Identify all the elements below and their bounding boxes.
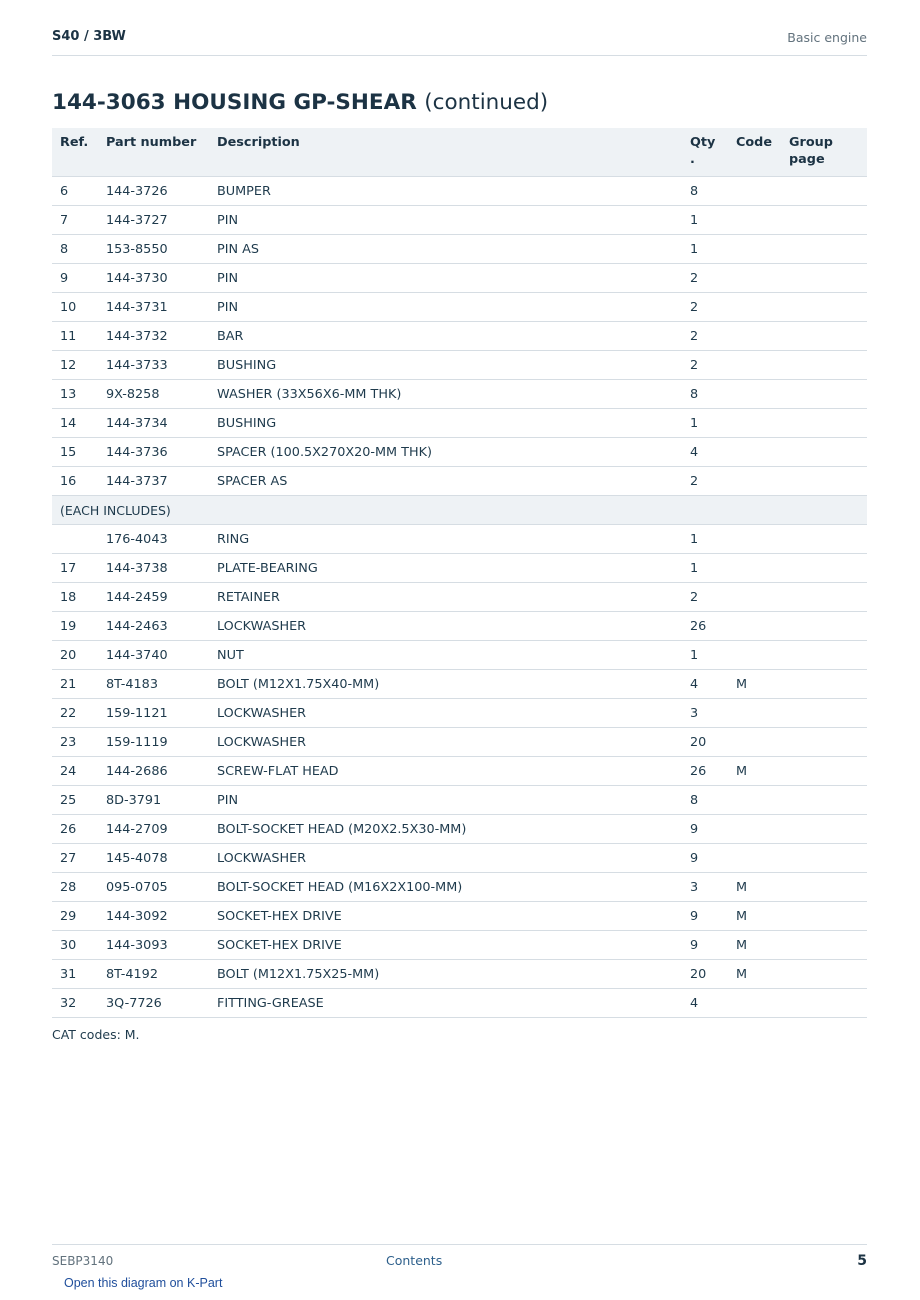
code-cell (728, 409, 781, 438)
ref-cell: 19 (52, 612, 98, 641)
group-page-cell (781, 989, 867, 1018)
table-row (52, 815, 867, 844)
description-cell: NUT (209, 641, 682, 670)
description-cell: PIN AS (209, 235, 682, 264)
code-cell (728, 583, 781, 612)
table-row (52, 931, 867, 960)
page-header (52, 29, 867, 56)
note-cell: (EACH INCLUDES) (52, 496, 867, 525)
page-title-main: 144-3063 HOUSING GP-SHEAR (52, 90, 417, 115)
table-row (52, 757, 867, 786)
part-number-cell: 159-1121 (98, 699, 209, 728)
description-cell: BOLT-SOCKET HEAD (M20X2.5X30-MM) (209, 815, 682, 844)
description-cell: BOLT (M12X1.75X40-MM) (209, 670, 682, 699)
parts-table-header (52, 128, 867, 177)
qty-cell: 1 (682, 525, 728, 554)
part-number-cell: 8T-4192 (98, 960, 209, 989)
table-row (52, 235, 867, 264)
part-number-cell: 153-8550 (98, 235, 209, 264)
group-page-cell (781, 786, 867, 815)
ref-cell: 7 (52, 206, 98, 235)
qty-cell: 20 (682, 960, 728, 989)
qty-cell: 2 (682, 467, 728, 496)
ref-cell: 29 (52, 902, 98, 931)
code-cell (728, 989, 781, 1018)
description-cell: SOCKET-HEX DRIVE (209, 931, 682, 960)
table-row (52, 989, 867, 1018)
qty-cell: 4 (682, 438, 728, 467)
group-page-cell (781, 206, 867, 235)
qty-cell: 4 (682, 989, 728, 1018)
description-cell: PIN (209, 786, 682, 815)
cat-codes-note: CAT codes: M. (52, 1027, 140, 1042)
part-number-cell: 8D-3791 (98, 786, 209, 815)
ref-cell: 28 (52, 873, 98, 902)
group-page-cell (781, 322, 867, 351)
page-title-suffix: (continued) (424, 90, 549, 115)
description-cell: SOCKET-HEX DRIVE (209, 902, 682, 931)
ref-cell: 6 (52, 177, 98, 206)
ref-cell: 21 (52, 670, 98, 699)
group-page-cell (781, 873, 867, 902)
group-page-cell (781, 293, 867, 322)
table-row (52, 612, 867, 641)
page-number: 5 (857, 1253, 867, 1269)
part-number-cell: 159-1119 (98, 728, 209, 757)
group-page-cell (781, 902, 867, 931)
code-cell: M (728, 873, 781, 902)
ref-cell: 15 (52, 438, 98, 467)
description-cell: FITTING-GREASE (209, 989, 682, 1018)
description-cell: LOCKWASHER (209, 699, 682, 728)
part-number-cell: 176-4043 (98, 525, 209, 554)
part-number-cell: 144-3736 (98, 438, 209, 467)
ref-cell: 20 (52, 641, 98, 670)
table-row (52, 670, 867, 699)
ref-cell: 25 (52, 786, 98, 815)
group-page-cell (781, 264, 867, 293)
ref-cell: 14 (52, 409, 98, 438)
part-number-cell: 144-3730 (98, 264, 209, 293)
code-cell (728, 612, 781, 641)
code-cell (728, 322, 781, 351)
code-cell (728, 293, 781, 322)
ref-cell: 27 (52, 844, 98, 873)
part-number-cell: 095-0705 (98, 873, 209, 902)
qty-cell: 1 (682, 206, 728, 235)
qty-cell: 2 (682, 583, 728, 612)
page-footer (52, 1244, 867, 1275)
header-group-page: Group page (781, 128, 867, 177)
ref-cell: 11 (52, 322, 98, 351)
description-cell: RETAINER (209, 583, 682, 612)
ref-cell: 23 (52, 728, 98, 757)
ref-cell: 18 (52, 583, 98, 612)
qty-cell: 1 (682, 641, 728, 670)
part-number-cell: 144-3731 (98, 293, 209, 322)
table-row (52, 844, 867, 873)
table-row (52, 873, 867, 902)
code-cell (728, 641, 781, 670)
code-cell (728, 525, 781, 554)
parts-table (52, 128, 867, 1018)
description-cell: LOCKWASHER (209, 844, 682, 873)
table-row (52, 206, 867, 235)
group-page-cell (781, 380, 867, 409)
group-page-cell (781, 525, 867, 554)
table-row (52, 467, 867, 496)
code-cell (728, 728, 781, 757)
table-row (52, 554, 867, 583)
part-number-cell: 144-3738 (98, 554, 209, 583)
table-row (52, 438, 867, 467)
part-number-cell: 144-2709 (98, 815, 209, 844)
ref-cell (52, 525, 98, 554)
part-number-cell: 144-3726 (98, 177, 209, 206)
group-page-cell (781, 757, 867, 786)
note-row (52, 496, 867, 525)
contents-link[interactable]: Contents (386, 1253, 443, 1268)
group-page-cell (781, 844, 867, 873)
code-cell: M (728, 931, 781, 960)
ref-cell: 22 (52, 699, 98, 728)
part-number-cell: 8T-4183 (98, 670, 209, 699)
header-part-number: Part number (98, 128, 209, 177)
qty-cell: 3 (682, 873, 728, 902)
group-page-cell (781, 351, 867, 380)
qty-cell: 2 (682, 322, 728, 351)
code-cell: M (728, 670, 781, 699)
part-number-cell: 144-3092 (98, 902, 209, 931)
qty-cell: 4 (682, 670, 728, 699)
code-cell (728, 786, 781, 815)
ref-cell: 30 (52, 931, 98, 960)
part-number-cell: 144-3093 (98, 931, 209, 960)
qty-cell: 8 (682, 786, 728, 815)
description-cell: LOCKWASHER (209, 728, 682, 757)
ref-cell: 13 (52, 380, 98, 409)
description-cell: BUSHING (209, 409, 682, 438)
qty-cell: 3 (682, 699, 728, 728)
part-number-cell: 144-3737 (98, 467, 209, 496)
code-cell (728, 264, 781, 293)
description-cell: LOCKWASHER (209, 612, 682, 641)
group-page-cell (781, 699, 867, 728)
qty-cell: 9 (682, 844, 728, 873)
qty-cell: 1 (682, 235, 728, 264)
part-number-cell: 144-3733 (98, 351, 209, 380)
ref-cell: 16 (52, 467, 98, 496)
group-page-cell (781, 177, 867, 206)
qty-cell: 8 (682, 177, 728, 206)
table-row (52, 322, 867, 351)
qty-cell: 1 (682, 554, 728, 583)
qty-cell: 2 (682, 264, 728, 293)
description-cell: PLATE-BEARING (209, 554, 682, 583)
description-cell: SPACER (100.5X270X20-MM THK) (209, 438, 682, 467)
group-page-cell (781, 438, 867, 467)
table-row (52, 525, 867, 554)
header-code: Code (728, 128, 781, 177)
part-number-cell: 144-2463 (98, 612, 209, 641)
part-number-cell: 145-4078 (98, 844, 209, 873)
description-cell: SPACER AS (209, 467, 682, 496)
table-row (52, 960, 867, 989)
group-page-cell (781, 815, 867, 844)
code-cell (728, 235, 781, 264)
code-cell (728, 554, 781, 583)
code-cell (728, 467, 781, 496)
table-row (52, 786, 867, 815)
table-row (52, 641, 867, 670)
description-cell: PIN (209, 264, 682, 293)
code-cell: M (728, 757, 781, 786)
part-number-cell: 144-2459 (98, 583, 209, 612)
code-cell (728, 206, 781, 235)
document-code: SEBP3140 (52, 1254, 114, 1268)
description-cell: BOLT (M12X1.75X25-MM) (209, 960, 682, 989)
group-page-cell (781, 235, 867, 264)
breadcrumb: S40 / 3BW (52, 29, 126, 44)
description-cell: BUMPER (209, 177, 682, 206)
code-cell (728, 844, 781, 873)
part-number-cell: 144-3740 (98, 641, 209, 670)
description-cell: WASHER (33X56X6-MM THK) (209, 380, 682, 409)
ref-cell: 17 (52, 554, 98, 583)
group-page-cell (781, 409, 867, 438)
ref-cell: 31 (52, 960, 98, 989)
group-page-cell (781, 554, 867, 583)
ref-cell: 24 (52, 757, 98, 786)
table-row (52, 380, 867, 409)
table-row (52, 177, 867, 206)
table-row (52, 351, 867, 380)
table-row (52, 293, 867, 322)
open-kpart-link[interactable]: Open this diagram on K-Part (64, 1276, 223, 1290)
qty-cell: 9 (682, 815, 728, 844)
code-cell (728, 699, 781, 728)
qty-cell: 8 (682, 380, 728, 409)
description-cell: SCREW-FLAT HEAD (209, 757, 682, 786)
group-page-cell (781, 467, 867, 496)
group-page-cell (781, 960, 867, 989)
part-number-cell: 3Q-7726 (98, 989, 209, 1018)
description-cell: BOLT-SOCKET HEAD (M16X2X100-MM) (209, 873, 682, 902)
part-number-cell: 144-3732 (98, 322, 209, 351)
ref-cell: 10 (52, 293, 98, 322)
group-page-cell (781, 641, 867, 670)
qty-cell: 26 (682, 757, 728, 786)
ref-cell: 8 (52, 235, 98, 264)
section-name: Basic engine (787, 30, 867, 45)
group-page-cell (781, 612, 867, 641)
group-page-cell (781, 728, 867, 757)
ref-cell: 32 (52, 989, 98, 1018)
header-row (52, 128, 867, 177)
description-cell: BAR (209, 322, 682, 351)
qty-cell: 2 (682, 351, 728, 380)
qty-cell: 9 (682, 902, 728, 931)
code-cell (728, 177, 781, 206)
group-page-cell (781, 583, 867, 612)
qty-cell: 9 (682, 931, 728, 960)
parts-table-body (52, 177, 867, 1018)
code-cell (728, 380, 781, 409)
table-row (52, 902, 867, 931)
code-cell (728, 351, 781, 380)
code-cell: M (728, 902, 781, 931)
header-ref: Ref. (52, 128, 98, 177)
part-number-cell: 9X-8258 (98, 380, 209, 409)
code-cell: M (728, 960, 781, 989)
ref-cell: 26 (52, 815, 98, 844)
table-row (52, 699, 867, 728)
qty-cell: 20 (682, 728, 728, 757)
description-cell: BUSHING (209, 351, 682, 380)
group-page-cell (781, 670, 867, 699)
page-title (52, 90, 548, 115)
part-number-cell: 144-3727 (98, 206, 209, 235)
table-row (52, 583, 867, 612)
description-cell: PIN (209, 206, 682, 235)
part-number-cell: 144-2686 (98, 757, 209, 786)
code-cell (728, 815, 781, 844)
description-cell: PIN (209, 293, 682, 322)
code-cell (728, 438, 781, 467)
ref-cell: 9 (52, 264, 98, 293)
table-row (52, 728, 867, 757)
ref-cell: 12 (52, 351, 98, 380)
table-row (52, 409, 867, 438)
description-cell: RING (209, 525, 682, 554)
qty-cell: 2 (682, 293, 728, 322)
qty-cell: 26 (682, 612, 728, 641)
group-page-cell (781, 931, 867, 960)
table-row (52, 264, 867, 293)
header-description: Description (209, 128, 682, 177)
qty-cell: 1 (682, 409, 728, 438)
part-number-cell: 144-3734 (98, 409, 209, 438)
header-qty: Qty . (682, 128, 728, 177)
